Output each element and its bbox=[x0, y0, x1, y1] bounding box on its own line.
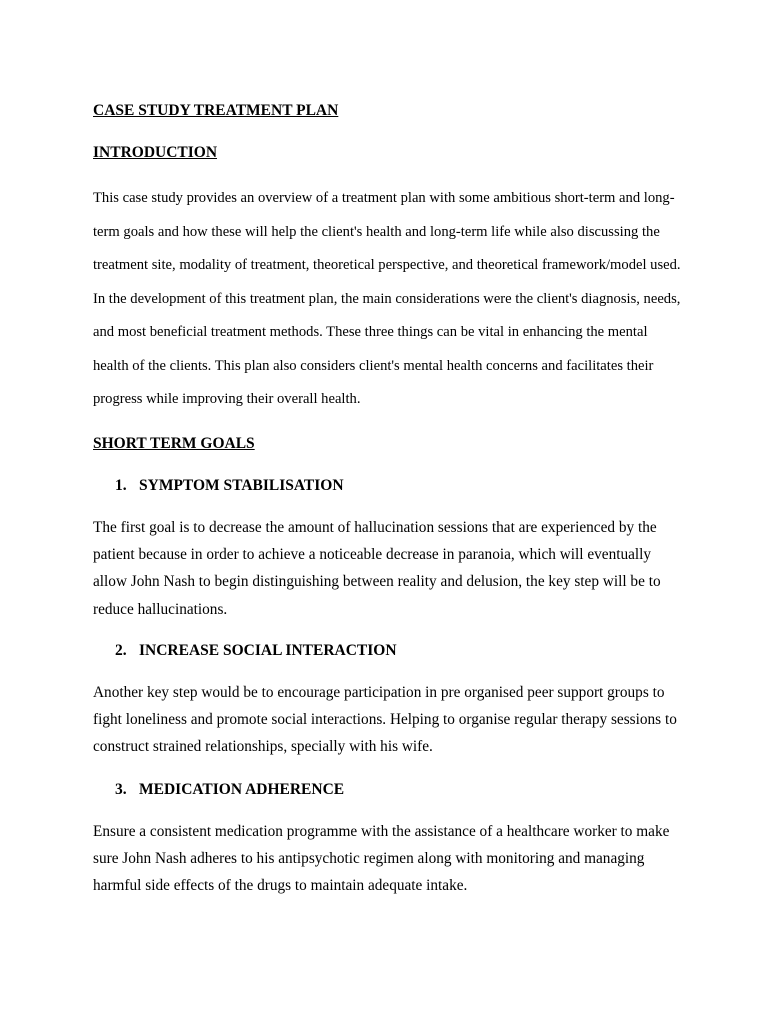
goal-1-number: 1. bbox=[115, 477, 127, 494]
goal-1-title: SYMPTOM STABILISATION bbox=[139, 477, 344, 494]
goal-3-title: MEDICATION ADHERENCE bbox=[139, 781, 345, 798]
goal-2-title: INCREASE SOCIAL INTERACTION bbox=[139, 642, 397, 659]
goal-2-number: 2. bbox=[115, 642, 127, 659]
short-term-goals-heading: SHORT TERM GOALS bbox=[93, 435, 255, 452]
goal-2-paragraph: Another key step would be to encourage participation in pre organised peer support groups to fight loneliness and promote social interactions. Helping to organise regular therapy sessions to construct strained relationships, specially with his wife. bbox=[93, 684, 677, 756]
introduction-paragraph: This case study provides an overview of a treatment plan with some ambitious short-term and long-term goals and how these will help the client's health and long-term life while also discussing the treatment site, modality of treatment, theoretical perspective, and theoretical framework/model used. In the development of this treatment plan, the main considerations were the client's diagnosis, needs, and most beneficial treatment methods. These three things can be vital in enhancing the mental health of the clients. This plan also considers client's mental health concerns and facilitates their progress while improving their overall health. bbox=[93, 190, 681, 407]
goal-1-paragraph: The first goal is to decrease the amount of hallucination sessions that are experienced by the patient because in order to achieve a noticeable decrease in paranoia, which will eventually allow John Nash to begin distinguishing between reality and delusion, the key step will be to reduce hallucinations. bbox=[93, 519, 661, 618]
goal-3-number: 3. bbox=[115, 781, 127, 798]
goal-2-heading bbox=[115, 641, 397, 661]
introduction-heading: INTRODUCTION bbox=[93, 144, 218, 161]
goal-3-paragraph: Ensure a consistent medication programme with the assistance of a healthcare worker to make sure John Nash adheres to his antipsychotic regimen along with monitoring and managing harmful side effects of the drugs to maintain adequate intake. bbox=[93, 823, 670, 895]
goal-3-heading bbox=[115, 780, 344, 800]
goal-1-heading bbox=[115, 476, 344, 496]
document-title: CASE STUDY TREATMENT PLAN bbox=[93, 102, 339, 119]
